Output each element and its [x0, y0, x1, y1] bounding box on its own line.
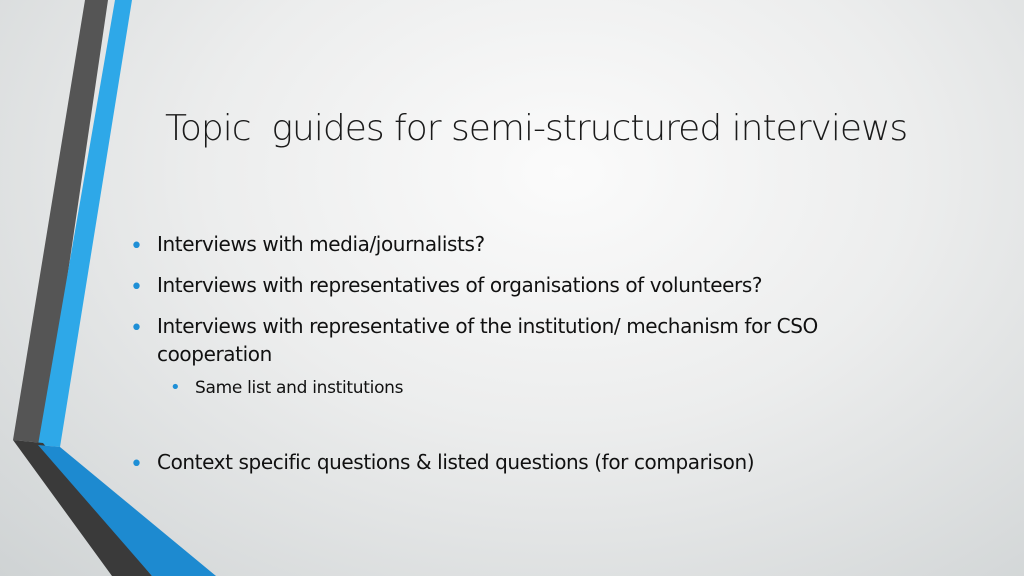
bullet-icon: • [130, 316, 143, 341]
bullet-item [130, 230, 930, 258]
bullet-text: Interviews with representatives of organisations of volunteers? [157, 273, 763, 297]
bullet-item [130, 448, 930, 476]
bullet-icon: • [130, 234, 143, 259]
bullet-item [130, 312, 897, 368]
bullet-icon: • [130, 275, 143, 300]
bullet-text: Context specific questions & listed questions (for comparison) [157, 450, 755, 474]
bullet-text: Interviews with representative of the institution/ mechanism for CSO cooperation [157, 314, 818, 366]
slide-title: Topic guides for semi-structured interviews [165, 108, 908, 149]
sub-bullet-text: Same list and institutions [195, 378, 404, 398]
sub-bullet-item [130, 377, 930, 399]
bullet-icon: • [130, 452, 143, 477]
bullet-icon: • [170, 377, 181, 398]
bullet-list [130, 230, 930, 489]
bullet-item [130, 271, 930, 299]
bullet-text: Interviews with media/journalists? [157, 232, 485, 256]
